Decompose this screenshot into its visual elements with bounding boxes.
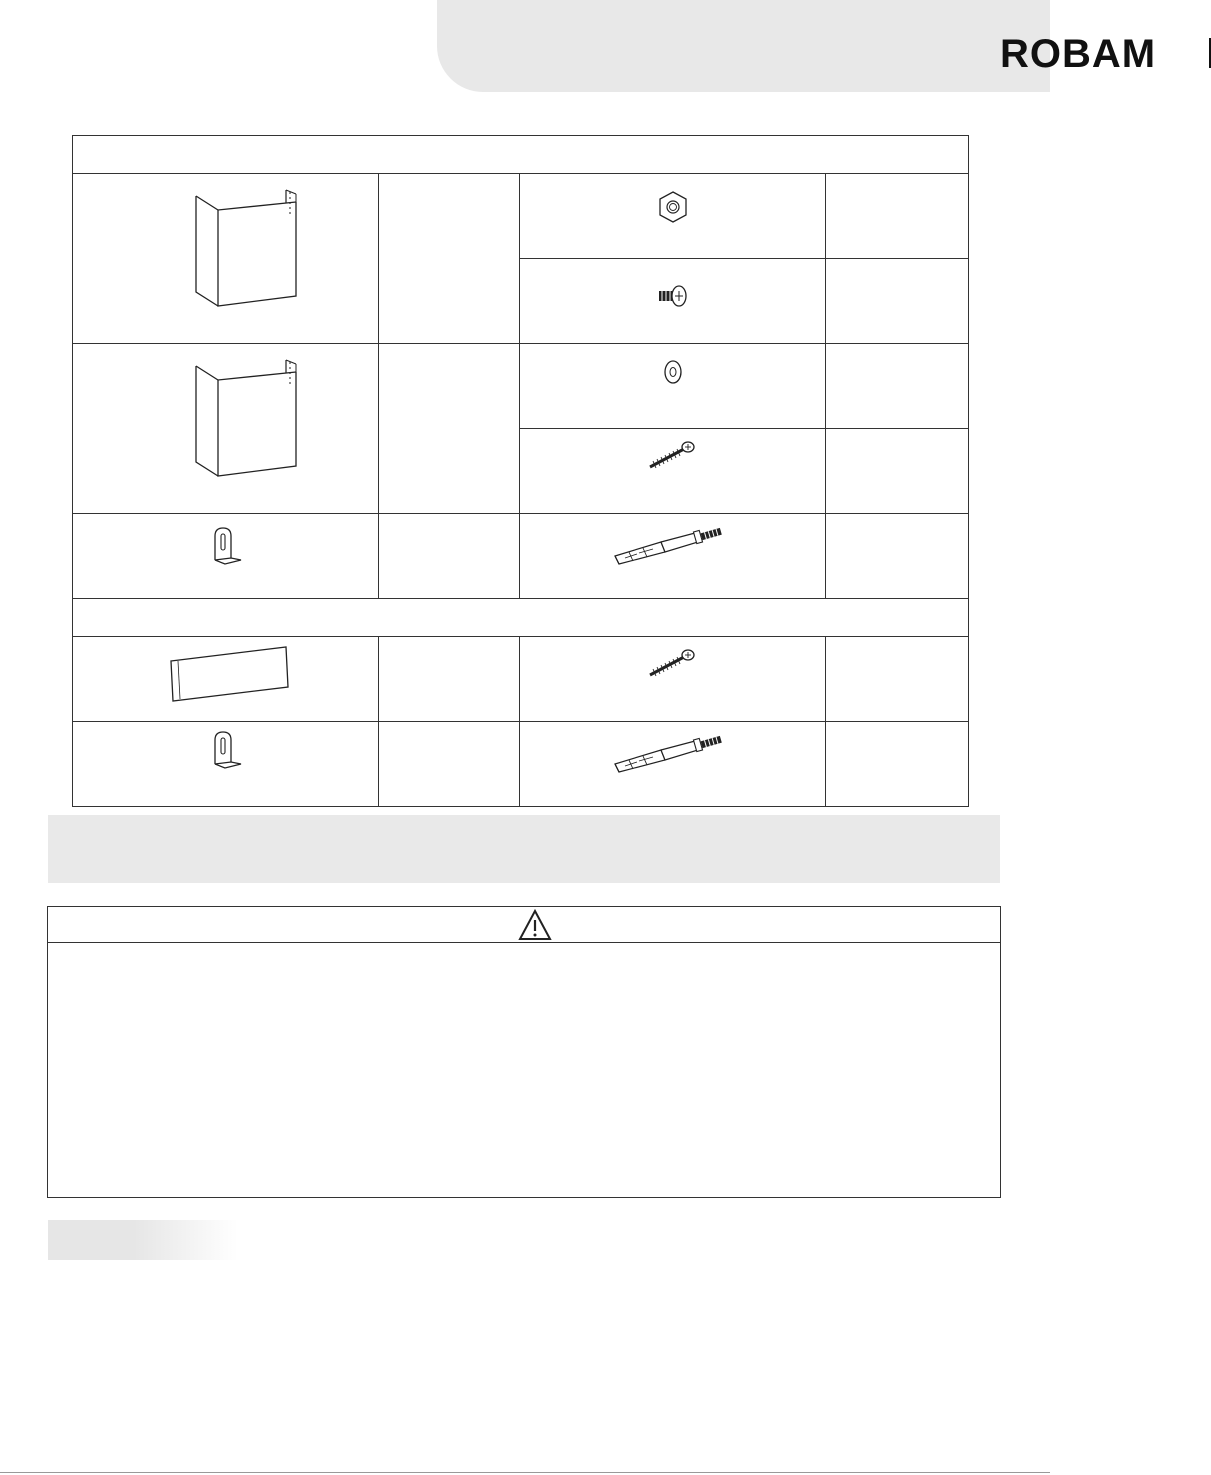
section-header-cell	[73, 599, 969, 637]
warning-box	[47, 906, 1001, 1198]
note-band	[48, 815, 1000, 883]
l-bracket-icon	[201, 728, 251, 778]
part-image-cell	[73, 514, 379, 599]
lower-chimney-cover-icon	[126, 344, 326, 484]
part-qty-cell	[379, 514, 520, 599]
part-image-cell	[520, 637, 826, 722]
hex-nut-icon	[653, 188, 693, 232]
part-image-cell	[520, 429, 826, 514]
part-qty-cell	[826, 344, 969, 429]
brand-logo: ROBAM	[1000, 32, 1157, 76]
header-banner	[437, 0, 1157, 92]
part-qty-cell	[826, 259, 969, 344]
table-row	[73, 722, 969, 807]
upper-chimney-cover-icon	[126, 174, 326, 314]
parts-list-table	[72, 135, 969, 807]
part-image-cell	[520, 259, 826, 344]
warning-body	[48, 943, 1000, 1198]
section-header-row	[73, 599, 969, 637]
part-qty-cell	[826, 514, 969, 599]
expansion-bolt-icon	[603, 518, 743, 568]
part-qty-cell	[826, 429, 969, 514]
table-row	[73, 637, 969, 722]
part-qty-cell	[379, 722, 520, 807]
section-header-cell	[73, 136, 969, 174]
part-qty-cell	[826, 722, 969, 807]
part-image-cell	[520, 344, 826, 429]
decorative-panel-icon	[126, 641, 326, 711]
section-heading-bar	[48, 1220, 238, 1260]
part-qty-cell	[826, 637, 969, 722]
part-qty-cell	[379, 174, 520, 344]
warning-triangle-icon	[518, 909, 552, 941]
part-qty-cell	[826, 174, 969, 259]
part-qty-cell	[379, 637, 520, 722]
part-image-cell	[520, 514, 826, 599]
table-row	[73, 514, 969, 599]
part-image-cell	[73, 344, 379, 514]
l-bracket-icon	[201, 524, 251, 574]
part-image-cell	[73, 174, 379, 344]
part-image-cell	[520, 722, 826, 807]
part-qty-cell	[379, 344, 520, 514]
self-tapping-screw-icon	[638, 643, 708, 687]
combination-screw-icon	[651, 273, 695, 317]
page-bottom-rule	[0, 1472, 1050, 1473]
part-image-cell	[73, 637, 379, 722]
part-image-cell	[73, 722, 379, 807]
expansion-bolt-icon	[603, 726, 743, 776]
warning-header	[48, 907, 1000, 943]
table-row	[73, 174, 969, 259]
section-header-row	[73, 136, 969, 174]
self-tapping-screw-icon	[638, 435, 708, 479]
flat-washer-icon	[653, 354, 693, 398]
part-image-cell	[520, 174, 826, 259]
table-row	[73, 344, 969, 429]
